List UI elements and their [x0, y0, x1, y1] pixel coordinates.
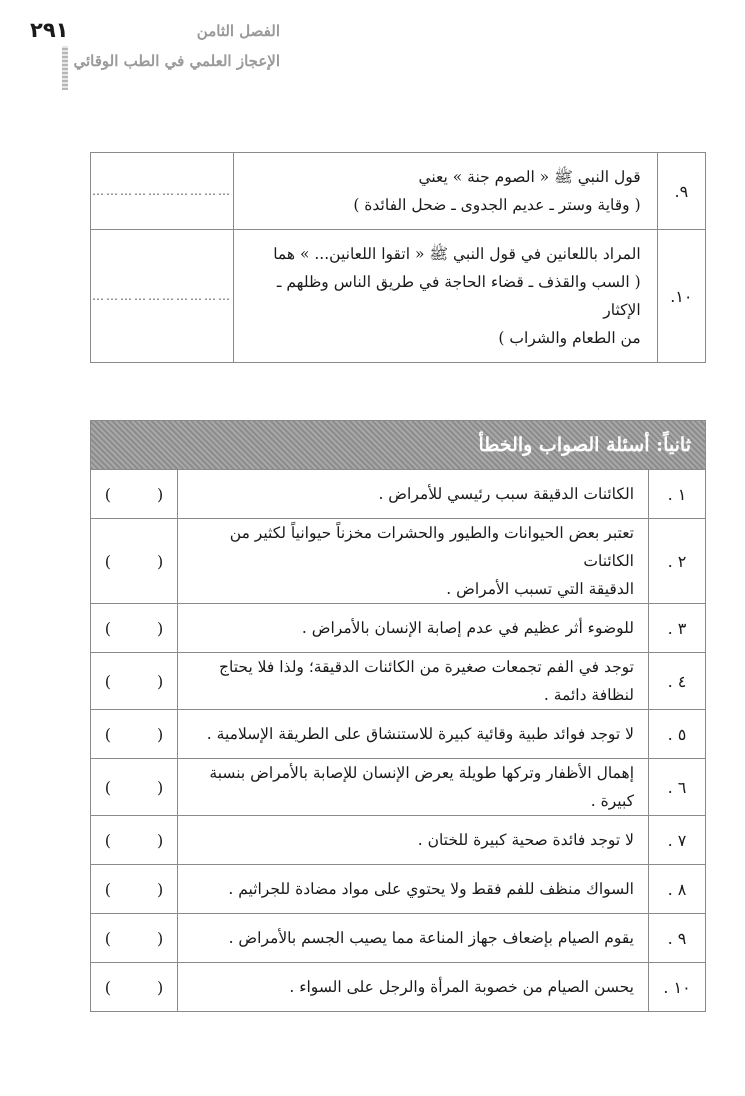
answer-brackets[interactable]: [91, 914, 178, 963]
statement-text: [178, 865, 649, 914]
open-bracket: (: [104, 484, 111, 504]
page-number: ٢٩١: [30, 18, 69, 42]
close-bracket: ): [157, 618, 164, 638]
statement-number: ٣ .: [649, 604, 706, 653]
close-bracket: ): [157, 724, 164, 744]
close-bracket: ): [157, 777, 164, 797]
statement-text: [178, 963, 649, 1012]
table-row: [91, 816, 706, 865]
open-bracket: (: [104, 928, 111, 948]
statement-line: للوضوء أثر عظيم في عدم إصابة الإنسان بالأمراض .: [301, 619, 634, 637]
statement-number: ٩ .: [649, 914, 706, 963]
statement-number: ٥ .: [649, 710, 706, 759]
table-row: [91, 710, 706, 759]
statement-number: ١٠ .: [649, 963, 706, 1012]
statement-line: إهمال الأظفار وتركها طويلة يعرض الإنسان للإصابة بالأمراض بنسبة كبيرة .: [209, 764, 634, 810]
answer-brackets[interactable]: [91, 470, 178, 519]
statement-line: لا توجد فائدة صحية كبيرة للختان .: [417, 831, 634, 849]
open-bracket: (: [104, 830, 111, 850]
book-title: الإعجاز العلمي في الطب الوقائي: [73, 52, 280, 70]
question-line: ( السب والقذف ـ قضاء الحاجة في طريق الناس وظلهم ـ الإكثار: [276, 273, 641, 319]
statement-number: ٨ .: [649, 865, 706, 914]
question-line: قول النبي ﷺ « الصوم جنة » يعني: [418, 168, 641, 186]
statement-line: توجد في الفم تجمعات صغيرة من الكائنات الدقيقة؛ ولذا فلا يحتاج لنظافة دائمة .: [219, 658, 634, 704]
statement-number: ٤ .: [649, 653, 706, 710]
open-bracket: (: [104, 724, 111, 744]
chapter-title: الفصل الثامن: [196, 22, 280, 40]
statement-text: [178, 914, 649, 963]
table-row: [91, 653, 706, 710]
true-false-table: [90, 469, 706, 1012]
answer-brackets[interactable]: [91, 759, 178, 816]
question-line: ( وقاية وستر ـ عديم الجدوى ـ ضحل الفائدة ): [353, 196, 641, 214]
close-bracket: ): [157, 928, 164, 948]
table-row: [91, 153, 706, 230]
answer-brackets[interactable]: [91, 865, 178, 914]
multiple-choice-table: [90, 152, 706, 363]
statement-text: [178, 470, 649, 519]
statement-text: [178, 710, 649, 759]
open-bracket: (: [104, 977, 111, 997]
open-bracket: (: [104, 551, 111, 571]
running-header: [70, 22, 280, 70]
question-text: [234, 153, 658, 230]
section-title: ثانياً: أسئلة الصواب والخطأ: [90, 420, 706, 469]
question-number: ٩.: [657, 153, 705, 230]
statement-text: [178, 759, 649, 816]
header-ornament: [62, 46, 68, 90]
true-false-section: [90, 420, 706, 1012]
statement-text: [178, 653, 649, 710]
open-bracket: (: [104, 671, 111, 691]
answer-brackets[interactable]: [91, 816, 178, 865]
table-row: [91, 963, 706, 1012]
question-number: ١٠.: [657, 230, 705, 363]
table-row: [91, 759, 706, 816]
statement-line: يقوم الصيام بإضعاف جهاز المناعة مما يصيب الجسم بالأمراض .: [228, 929, 634, 947]
answer-blank[interactable]: …………………………: [91, 153, 234, 230]
answer-brackets[interactable]: [91, 963, 178, 1012]
close-bracket: ): [157, 484, 164, 504]
open-bracket: (: [104, 618, 111, 638]
open-bracket: (: [104, 879, 111, 899]
answer-blank[interactable]: …………………………: [91, 230, 234, 363]
question-line: المراد باللعانين في قول النبي ﷺ « اتقوا اللعانين... » هما: [273, 245, 641, 263]
table-row: [91, 230, 706, 363]
question-text: [234, 230, 658, 363]
answer-brackets[interactable]: [91, 604, 178, 653]
close-bracket: ): [157, 671, 164, 691]
statement-number: ٧ .: [649, 816, 706, 865]
table-row: [91, 604, 706, 653]
table-row: [91, 865, 706, 914]
statement-text: [178, 816, 649, 865]
statement-line: السواك منظف للفم فقط ولا يحتوي على مواد مضادة للجراثيم .: [228, 880, 634, 898]
statement-text: [178, 604, 649, 653]
statement-number: ٢ .: [649, 519, 706, 604]
answer-brackets[interactable]: [91, 710, 178, 759]
statement-text: [178, 519, 649, 604]
close-bracket: ): [157, 879, 164, 899]
statement-line: تعتبر بعض الحيوانات والطيور والحشرات مخزناً حيوانياً لكثير من الكائنات: [229, 524, 634, 570]
table-row: [91, 470, 706, 519]
table-row: [91, 914, 706, 963]
answer-brackets[interactable]: [91, 519, 178, 604]
table-row: [91, 519, 706, 604]
close-bracket: ): [157, 977, 164, 997]
statement-line: يحسن الصيام من خصوبة المرأة والرجل على السواء .: [289, 978, 634, 996]
answer-brackets[interactable]: [91, 653, 178, 710]
close-bracket: ): [157, 551, 164, 571]
statement-line: الكائنات الدقيقة سبب رئيسي للأمراض .: [378, 485, 634, 503]
statement-line: لا توجد فوائد طبية وقائية كبيرة للاستنشاق على الطريقة الإسلامية .: [206, 725, 634, 743]
open-bracket: (: [104, 777, 111, 797]
statement-line: الدقيقة التي تسبب الأمراض .: [446, 580, 634, 598]
statement-number: ٦ .: [649, 759, 706, 816]
statement-number: ١ .: [649, 470, 706, 519]
question-line: من الطعام والشراب ): [498, 329, 641, 347]
close-bracket: ): [157, 830, 164, 850]
